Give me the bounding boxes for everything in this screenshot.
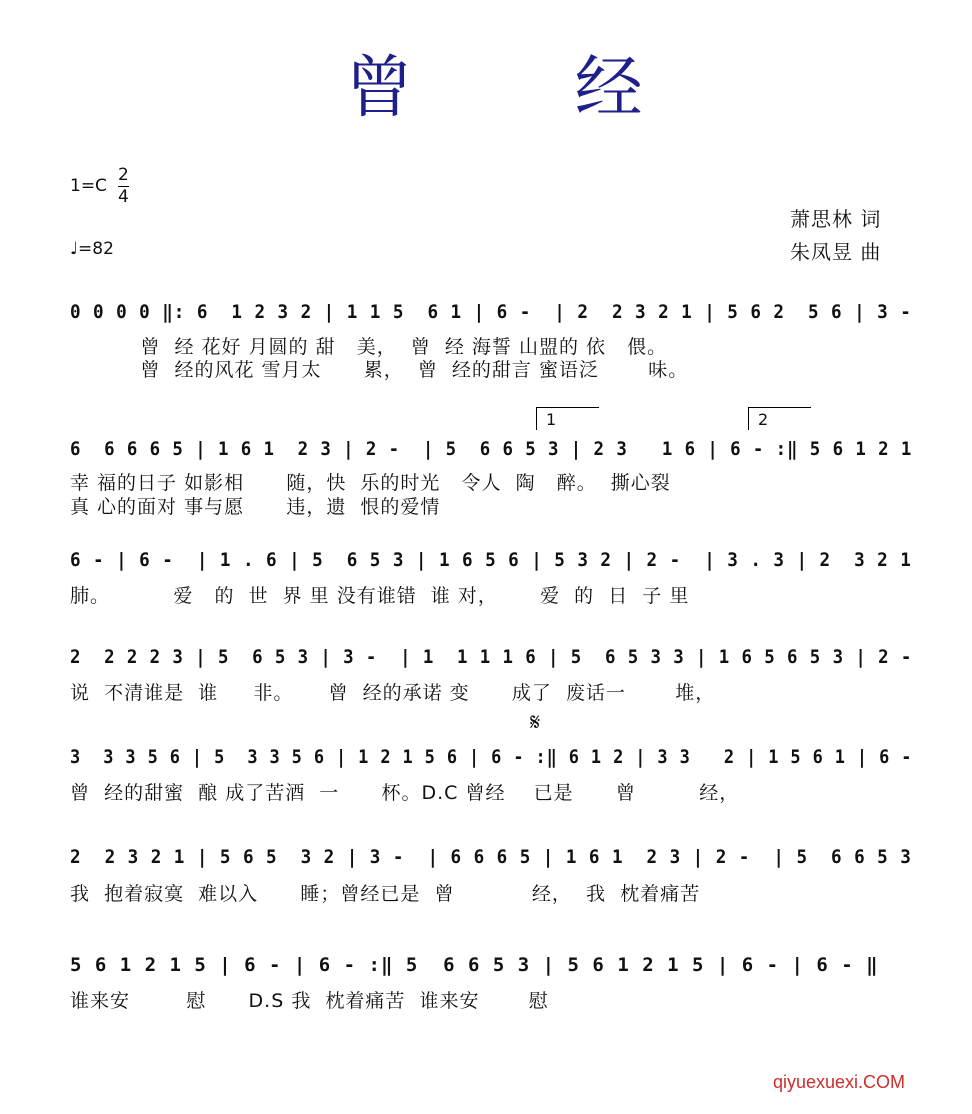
score-line-6-notes: 2 2 3 2 1 | 5 6 5 3 2 | 3 - | 6 6 6 5 | 1 6 1 2 3 | 2 - | 5 6 6 5 3 bbox=[70, 846, 912, 868]
score-line-6-lyric: 我 抱着寂寞 难以入 睡；曾经已是 曾 经， 我 枕着痛苦 bbox=[70, 883, 701, 905]
score-line-7-notes: 5 6 1 2 1 5 | 6 - | 6 - :‖ 5 6 6 5 3 | 5 6 1 2 1 5 | 6 - | 6 - ‖ bbox=[70, 954, 879, 976]
ending-1-label: 1 bbox=[546, 410, 557, 429]
score-line-2-lyric-2: 真 心的面对 事与愿 违，遗 恨的爱情 bbox=[70, 496, 441, 518]
meter-bottom: 4 bbox=[118, 187, 129, 207]
score-line-4-notes: 2 2 2 2 3 | 5 6 5 3 | 3 - | 1 1 1 1 6 | 5 6 5 3 3 | 1 6 5 6 5 3 | 2 - bbox=[70, 646, 913, 668]
ending-2-label: 2 bbox=[758, 410, 769, 429]
score-line-4-lyric: 说 不清谁是 谁 非。 曾 经的承诺 变 成了 废话一 堆， bbox=[70, 682, 716, 704]
song-title: 曾 经 bbox=[345, 49, 713, 128]
score-line-2-notes: 6 6 6 6 5 | 1 6 1 2 3 | 2 - | 5 6 6 5 3 | 2 3 1 6 | 6 - :‖ 5 6 1 2 1 bbox=[70, 438, 913, 460]
time-signature bbox=[118, 165, 129, 208]
score-line-7-lyric: 谁来安 慰 D.S 我 枕着痛苦 谁来安 慰 bbox=[70, 990, 549, 1012]
score-line-5-lyric: 曾 经的甜蜜 酿 成了苦酒 一 杯。D.C 曾经 已是 曾 经， bbox=[70, 782, 740, 804]
tempo-marking: ♩=82 bbox=[70, 239, 114, 259]
score-line-3-lyric: 肺。 爱 的 世 界 里 没有谁错 谁 对， 爱 的 日 子 里 bbox=[70, 585, 690, 607]
score-line-3-notes: 6 - | 6 - | 1 . 6 | 5 6 5 3 | 1 6 5 6 | 5 3 2 | 2 - | 3 . 3 | 2 3 2 1 bbox=[70, 549, 912, 571]
score-line-5-notes: 3 3 3 5 6 | 5 3 3 5 6 | 1 2 1 5 6 | 6 - :‖ 6 1 2 | 3 3 2 | 1 5 6 1 | 6 - bbox=[70, 746, 913, 768]
key-signature: 1=C bbox=[70, 176, 107, 196]
score-line-2-lyric-1: 幸 福的日子 如影相 随，快 乐的时光 令人 陶 醉。 撕心裂 bbox=[70, 472, 671, 494]
composer-credit: 朱凤昱 曲 bbox=[790, 240, 882, 264]
site-watermark: qiyuexuexi.COM bbox=[773, 1072, 906, 1092]
lyricist-credit: 萧思林 词 bbox=[790, 207, 882, 231]
score-line-1-notes: 0 0 0 0 ‖: 6 1 2 3 2 | 1 1 5 6 1 | 6 - | 2 2 3 2 1 | 5 6 2 5 6 | 3 - bbox=[70, 301, 912, 323]
segno-sign: 𝄋 bbox=[530, 708, 541, 736]
meter-top: 2 bbox=[118, 165, 129, 185]
score-line-1-lyric-1: 曾 经 花好 月圆的 甜 美， 曾 经 海誓 山盟的 依 偎。 bbox=[70, 336, 668, 358]
score-line-1-lyric-2: 曾 经的风花 雪月太 累， 曾 经的甜言 蜜语泛 味。 bbox=[70, 359, 689, 381]
